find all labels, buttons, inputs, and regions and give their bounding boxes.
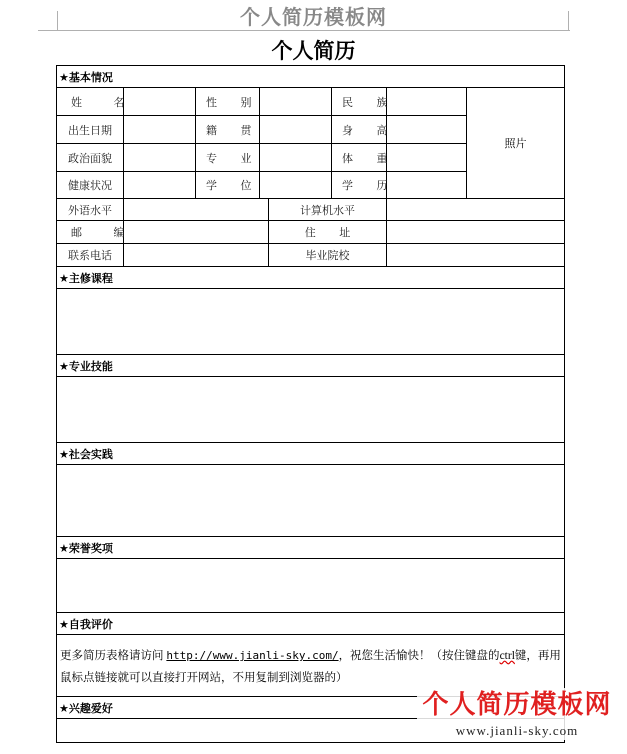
ethnicity-value[interactable]	[387, 88, 467, 116]
birth-label: 出生日期	[57, 116, 124, 144]
self-eval-text-2: ，祝您生活愉快！（按住键盘的	[338, 650, 500, 662]
skills-content[interactable]	[57, 377, 565, 443]
native-value[interactable]	[260, 116, 332, 144]
section-courses-title: ★主修课程	[57, 267, 565, 289]
education-label: 学 历	[332, 172, 387, 199]
section-basic-header	[57, 66, 565, 88]
section-honors-title: ★荣誉奖项	[57, 537, 565, 559]
computer-label: 计算机水平	[269, 199, 387, 221]
birth-value[interactable]	[124, 116, 196, 144]
school-value[interactable]	[387, 244, 565, 267]
major-label: 专 业	[196, 144, 260, 172]
section-basic-title: ★基本情况	[57, 66, 565, 88]
foreign-lang-label: 外语水平	[57, 199, 124, 221]
resume-table	[56, 65, 565, 743]
watermark-title: 个人简历模板网	[422, 690, 612, 720]
section-skills-row	[57, 377, 565, 443]
section-social-header	[57, 443, 565, 465]
basic-row-1	[57, 88, 565, 116]
health-value[interactable]	[124, 172, 196, 199]
section-skills-title: ★专业技能	[57, 355, 565, 377]
name-label: 姓 名	[57, 88, 124, 116]
politics-value[interactable]	[124, 144, 196, 172]
basic-row-6	[57, 221, 565, 244]
section-self-eval-header	[57, 613, 565, 635]
weight-label: 体 重	[332, 144, 387, 172]
section-self-eval-title: ★自我评价	[57, 613, 565, 635]
self-eval-text-3: 键，再用鼠标点链接就可以直接打开网站，不用复制到浏览器的）	[60, 650, 561, 684]
basic-row-5	[57, 199, 565, 221]
gender-label: 性 别	[196, 88, 260, 116]
crop-mark-left	[57, 11, 58, 30]
height-value[interactable]	[387, 116, 467, 144]
honors-content[interactable]	[57, 559, 565, 613]
postcode-label: 邮 编	[57, 221, 124, 244]
social-content[interactable]	[57, 465, 565, 537]
native-label: 籍 贯	[196, 116, 260, 144]
watermark-url: www.jianli-sky.com	[455, 723, 579, 738]
header-rule	[38, 30, 570, 31]
degree-value[interactable]	[260, 172, 332, 199]
computer-value[interactable]	[387, 199, 565, 221]
postcode-value[interactable]	[124, 221, 269, 244]
section-hobbies-title: ★兴趣爱好	[57, 697, 565, 719]
ethnicity-label: 民 族	[332, 88, 387, 116]
section-honors-row	[57, 559, 565, 613]
major-value[interactable]	[260, 144, 332, 172]
health-label: 健康状况	[57, 172, 124, 199]
gender-value[interactable]	[260, 88, 332, 116]
phone-value[interactable]	[124, 244, 269, 267]
section-social-title: ★社会实践	[57, 443, 565, 465]
section-courses-header	[57, 267, 565, 289]
address-label: 住 址	[269, 221, 387, 244]
height-label: 身 高	[332, 116, 387, 144]
foreign-lang-value[interactable]	[124, 199, 269, 221]
self-eval-ctrl: ctrl	[499, 650, 515, 662]
self-eval-link[interactable]: http://www.jianli-sky.com/	[166, 649, 339, 662]
section-honors-header	[57, 537, 565, 559]
school-label: 毕业院校	[269, 244, 387, 267]
education-value[interactable]	[387, 172, 467, 199]
self-eval-text-1: 更多简历表格请访问	[60, 650, 167, 662]
section-skills-header	[57, 355, 565, 377]
page-header	[0, 0, 627, 30]
degree-label: 学 位	[196, 172, 260, 199]
header-site-title: 个人简历模板网	[240, 5, 387, 29]
weight-value[interactable]	[387, 144, 467, 172]
section-social-row	[57, 465, 565, 537]
address-value[interactable]	[387, 221, 565, 244]
politics-label: 政治面貌	[57, 144, 124, 172]
watermark	[417, 688, 617, 740]
document-title: 个人简历	[271, 39, 356, 63]
courses-content[interactable]	[57, 289, 565, 355]
crop-mark-right	[568, 11, 569, 30]
photo-cell[interactable]: 照片	[467, 88, 565, 199]
phone-label: 联系电话	[57, 244, 124, 267]
section-courses-row	[57, 289, 565, 355]
basic-row-7	[57, 244, 565, 267]
